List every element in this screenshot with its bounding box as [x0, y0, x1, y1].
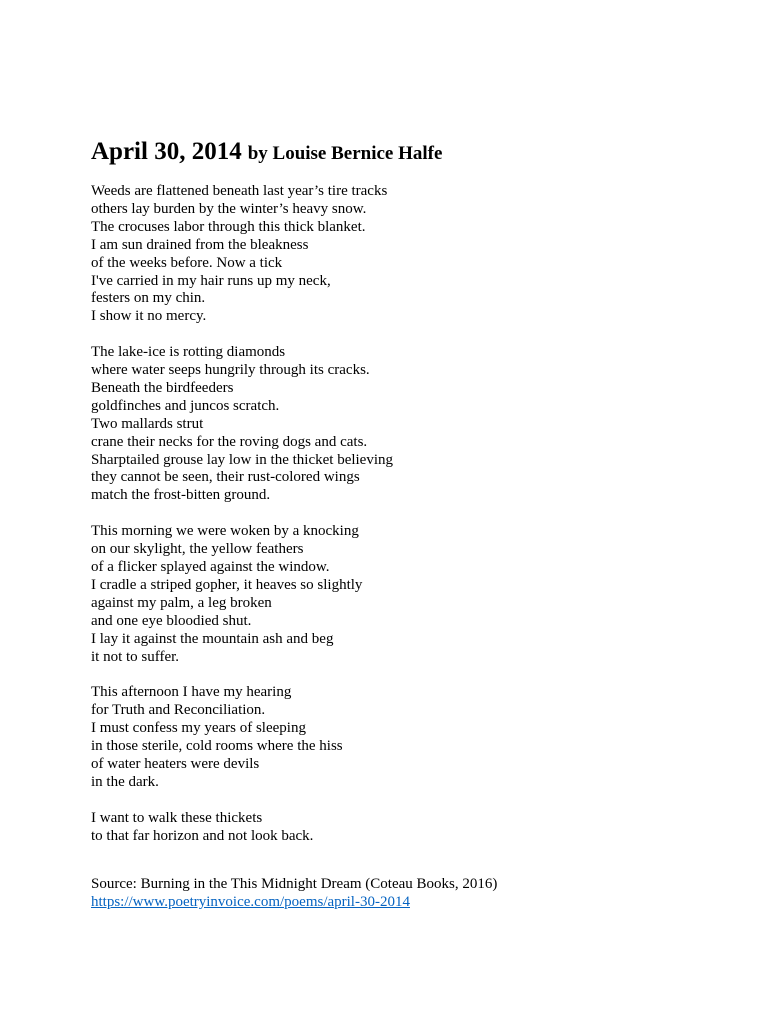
- source-text: Source: Burning in the This Midnight Dream (Coteau Books, 2016): [91, 876, 498, 892]
- poem-line: I show it no mercy.: [91, 308, 207, 325]
- poem-line: in the dark.: [91, 773, 159, 790]
- poem-line: This afternoon I have my hearing: [91, 684, 292, 701]
- poem-line: I've carried in my hair runs up my neck,: [91, 272, 331, 289]
- poem-line: it not to suffer.: [91, 648, 180, 665]
- poem-line: I am sun drained from the bleakness: [91, 236, 309, 253]
- poem-line: on our skylight, the yellow feathers: [91, 541, 304, 558]
- poem-line: match the frost-bitten ground.: [91, 487, 271, 504]
- poem-line: of water heaters were devils: [91, 755, 260, 772]
- poem-line: for Truth and Reconciliation.: [91, 702, 266, 719]
- poem-byline: by Louise Bernice Halfe: [247, 143, 443, 164]
- poem-line: Sharptailed grouse lay low in the thicket believing: [91, 451, 394, 468]
- source-citation: [91, 876, 497, 912]
- stanza-2: [91, 344, 393, 505]
- poem-line: in those sterile, cold rooms where the hiss: [91, 738, 343, 755]
- poem-line: The lake-ice is rotting diamonds: [91, 344, 286, 361]
- source-link[interactable]: https://www.poetryinvoice.com/poems/april-30-2014: [91, 893, 410, 910]
- poem-line: I must confess my years of sleeping: [91, 720, 306, 737]
- poem-heading: [91, 134, 442, 173]
- poem-line: against my palm, a leg broken: [91, 594, 272, 611]
- poem-line: to that far horizon and not look back.: [91, 827, 314, 844]
- poem-line: others lay burden by the winter’s heavy snow.: [91, 200, 367, 217]
- poem-line: Beneath the birdfeeders: [91, 379, 234, 396]
- poem-line: This morning we were woken by a knocking: [91, 523, 359, 540]
- poem-line: I cradle a striped gopher, it heaves so slightly: [91, 576, 363, 593]
- poem-line: I lay it against the mountain ash and beg: [91, 630, 334, 647]
- poem-line: goldfinches and juncos scratch.: [91, 397, 280, 414]
- poem-line: Two mallards strut: [91, 415, 204, 432]
- poem-line: of the weeks before. Now a tick: [91, 254, 283, 271]
- poem-line: Weeds are flattened beneath last year’s tire tracks: [91, 183, 388, 199]
- stanza-5: [91, 810, 393, 846]
- stanza-1: [91, 183, 393, 326]
- poem-body: [91, 183, 393, 845]
- poem-line: they cannot be seen, their rust-colored wings: [91, 469, 360, 486]
- poem-line: festers on my chin.: [91, 290, 206, 307]
- poem-line: of a flicker splayed against the window.: [91, 559, 330, 575]
- poem-title: April 30, 2014: [91, 138, 242, 165]
- poem-line: and one eye bloodied shut.: [91, 612, 252, 629]
- poem-line: crane their necks for the roving dogs and cats.: [91, 433, 368, 450]
- poem-line: where water seeps hungrily through its cracks.: [91, 362, 370, 379]
- poem-line: The crocuses labor through this thick blanket.: [91, 218, 366, 235]
- poem-line: I want to walk these thickets: [91, 809, 263, 826]
- stanza-4: [91, 684, 393, 791]
- stanza-3: [91, 523, 393, 666]
